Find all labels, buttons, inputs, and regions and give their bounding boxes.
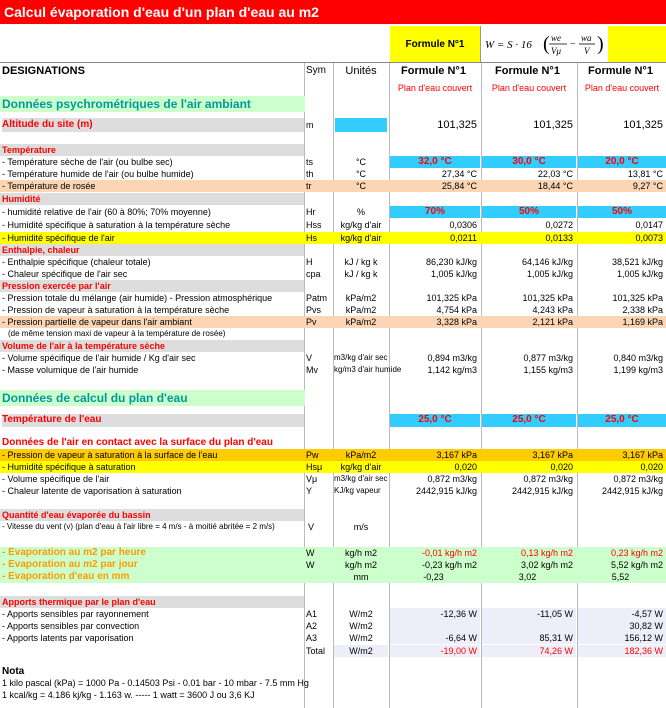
cpa-sym: cpa (306, 269, 321, 279)
qty-title: Quantité d'eau évaporée du bassin (2, 510, 151, 520)
t-humide-v2: 22,03 °C (537, 169, 573, 179)
evap-j-v1: -0,23 kg/h m2 (421, 560, 477, 570)
note-1: 1 kilo pascal (kPa) = 1000 Pa - 0.14503 Psi - 0.01 bar - 10 mbar - 7.5 mm Hg (2, 678, 309, 688)
row-evap-j (0, 559, 666, 571)
hs-unit: kg/kg d'air (340, 233, 382, 243)
row-a1 (0, 608, 666, 620)
hss-unit: kg/kg d'air (340, 220, 382, 230)
a1-unit: W/m2 (349, 609, 373, 619)
a1-sym: A1 (306, 609, 318, 619)
row-pvs (0, 304, 666, 316)
row-pv (0, 316, 666, 328)
y-v3: 2442,915 kJ/kg (601, 486, 663, 496)
a1-label: - Apports sensibles par rayonnement (2, 609, 149, 619)
y-label: - Chaleur latente de vaporisation à saturation (2, 486, 182, 496)
mv-sym: Mv (306, 365, 318, 375)
a2-v3: 30,82 W (578, 620, 666, 632)
apports-title: Apports thermique par le plan d'eau (2, 597, 156, 607)
press-title: Pression exercée par l'air (2, 281, 111, 291)
a2-v1 (390, 620, 480, 632)
pv-v2: 2,121 kPa (532, 317, 573, 327)
row-vmu (0, 473, 666, 485)
pv-unit: kPa/m2 (345, 317, 377, 327)
h-v1: 86,230 kJ/kg (425, 257, 477, 267)
evap-j-unit: kg/h m2 (344, 560, 377, 570)
row-evap-h (0, 547, 666, 559)
contact-title: Données de l'air en contact avec la surface du plan d'eau (2, 437, 273, 448)
svg-text:−: − (570, 39, 576, 50)
contact-title-row (0, 437, 304, 449)
header-row (0, 64, 666, 78)
a2-unit: W/m2 (349, 621, 373, 631)
t-seche-unit: °C (355, 157, 367, 167)
svg-text:(: ( (543, 33, 550, 55)
total-v3: 182,36 W (578, 645, 666, 657)
evap-h-label: - Evaporation au m2 par heure (2, 547, 146, 558)
pw-sym: Pw (306, 450, 319, 460)
total-v1: -19,00 W (390, 645, 480, 657)
pw-unit: kPa/m2 (345, 450, 377, 460)
row-mv (0, 364, 666, 376)
hsmu-unit: kg/kg d'air (340, 462, 382, 472)
pvs-v1: 4,754 kPa (436, 305, 477, 315)
nota-title: Nota (2, 666, 25, 677)
header-designations: DESIGNATIONS (2, 65, 85, 77)
header-f1: Formule N°1 (401, 65, 466, 77)
h-unit: kJ / kg k (344, 257, 378, 267)
plan-label-3: Plan d'eau couvert (584, 83, 660, 93)
hss-sym: Hss (306, 220, 322, 230)
pv-v3: 1,169 kPa (622, 317, 663, 327)
header-f3: Formule N°1 (588, 65, 653, 77)
t-rosee-v1: 25,84 °C (441, 181, 477, 191)
plan-label-2: Plan d'eau couvert (491, 83, 567, 93)
row-t-humide (0, 168, 666, 180)
patm-v1: 101,325 kPa (426, 293, 477, 303)
cpa-v1: 1,005 kJ/kg (430, 269, 477, 279)
apports-title-row (0, 596, 304, 608)
t-seche-v1[interactable]: 32,0 °C (390, 156, 480, 168)
header-unites: Unités (345, 65, 377, 77)
pvs-label: - Pression de vapeur à saturation à la température sèche (2, 305, 230, 315)
plan-row (0, 82, 666, 94)
row-total (0, 645, 666, 657)
hr-v3[interactable]: 50% (578, 206, 666, 218)
hr-sym: Hr (306, 207, 316, 217)
row-teau (0, 414, 666, 427)
t-rosee-sym: tr (306, 181, 312, 191)
svg-text:wa: wa (581, 33, 592, 43)
svg-text:we: we (551, 33, 561, 43)
a3-label: - Apports latents par vaporisation (2, 633, 134, 643)
t-humide-v3: 13,81 °C (627, 169, 663, 179)
v-v2: 0,877 m3/kg (523, 353, 573, 363)
a3-unit: W/m2 (349, 633, 373, 643)
vmu-v1: 0,872 m3/kg (427, 474, 477, 484)
temp-title: Température (2, 145, 56, 155)
hum-title-row (0, 193, 304, 205)
h-label: - Enthalpie spécifique (chaleur totale) (2, 257, 151, 267)
h-v2: 64,146 kJ/kg (521, 257, 573, 267)
t-seche-v2[interactable]: 30,0 °C (482, 156, 576, 168)
y-v1: 2442,915 kJ/kg (415, 486, 477, 496)
vol-title: Volume de l'air à la température sèche (2, 341, 166, 351)
evap-mm-v2: 3,02 (518, 572, 537, 582)
row-v (0, 352, 666, 364)
row-y (0, 485, 666, 497)
evap-mm-unit: mm (353, 572, 369, 582)
t-seche-sym: ts (306, 157, 314, 167)
hsmu-sym: Hsμ (306, 462, 323, 472)
evap-h-unit: kg/h m2 (344, 548, 377, 558)
row-pw (0, 449, 666, 461)
note-2: 1 kcal/kg = 4.186 kj/kg - 1.163 w. ----- 1 watt = 3600 J ou 3,6 KJ (2, 690, 255, 700)
cpa-v3: 1,005 kJ/kg (616, 269, 663, 279)
pw-v3: 3,167 kPa (622, 450, 663, 460)
hss-v2: 0,0272 (545, 220, 573, 230)
vent-unit: m/s (353, 522, 369, 532)
hsmu-label: - Humidité spécifique à saturation (2, 462, 136, 472)
mv-label: - Masse volumique de l'air humide (2, 365, 139, 375)
teau-v1[interactable]: 25,0 °C (390, 414, 480, 427)
temp-title-row (0, 144, 304, 156)
row-vent (0, 521, 666, 533)
hs-v3: 0,0073 (635, 233, 663, 243)
enth-title-row (0, 244, 304, 256)
vmu-v3: 0,872 m3/kg (613, 474, 663, 484)
hr-unit: % (356, 207, 365, 217)
pvs-v3: 2,338 kPa (622, 305, 663, 315)
a1-v3: -4,57 W (578, 608, 666, 620)
t-rosee-unit: °C (355, 181, 367, 191)
mv-v1: 1,142 kg/m3 (427, 365, 477, 375)
evap-mm-label: - Evaporation d'eau en mm (2, 571, 130, 582)
y-v2: 2442,915 kJ/kg (511, 486, 573, 496)
formula-yellow-cell[interactable] (608, 26, 666, 62)
evap-j-label: - Evaporation au m2 par jour (2, 559, 138, 570)
formula-label: Formule N°1 (405, 38, 465, 50)
hs-sym: Hs (306, 233, 317, 243)
vmu-v2: 0,872 m3/kg (523, 474, 573, 484)
section-plan: Données de calcul du plan d'eau (0, 390, 305, 406)
header-sym: Sym (306, 65, 326, 76)
patm-sym: Patm (306, 293, 328, 303)
evap-j-v3: 5,52 kg/h m2 (610, 560, 663, 570)
total-sym: Total (306, 646, 326, 656)
section-psychro: Données psychrométriques de l'air ambiant (0, 96, 305, 112)
row-a3 (0, 632, 666, 644)
row-pv-note (0, 328, 666, 340)
evap-mm-v1: -0,23 (423, 572, 444, 582)
svg-text:): ) (597, 33, 604, 55)
hr-v2[interactable]: 50% (482, 206, 576, 218)
row-hsmu (0, 461, 666, 473)
hum-title: Humidité (2, 194, 41, 204)
formula-label-cell[interactable] (390, 26, 480, 62)
pw-v2: 3,167 kPa (532, 450, 573, 460)
pv-label: - Pression partielle de vapeur dans l'air ambiant (2, 317, 192, 327)
y-unit: KJ/kg vapeur (334, 486, 381, 495)
header-f2: Formule N°1 (495, 65, 560, 77)
evap-h-sym: W (306, 548, 315, 558)
h-sym: H (306, 257, 313, 267)
patm-v2: 101,325 kPa (522, 293, 573, 303)
patm-v3: 101,325 kPa (612, 293, 663, 303)
t-rosee-label: - Température de rosée (2, 181, 96, 191)
hs-v2: 0,0133 (545, 233, 573, 243)
evap-h-v3: 0,23 kg/h m2 (610, 548, 663, 558)
a2-v2 (482, 620, 576, 632)
a2-label: - Apports sensibles par convection (2, 621, 140, 631)
evap-mm-v3: 5,52 (611, 572, 630, 582)
cpa-label: - Chaleur spécifique de l'air sec (2, 269, 128, 279)
pvs-v2: 4,243 kPa (532, 305, 573, 315)
hs-label: - Humidité spécifique de l'air (2, 233, 115, 243)
altitude-sym: m (306, 120, 314, 130)
vmu-label: - Volume spécifique de l'air (2, 474, 110, 484)
total-unit: W/m2 (334, 645, 388, 657)
patm-unit: kPa/m2 (345, 293, 377, 303)
qty-title-row (0, 509, 304, 521)
title-bar (0, 0, 666, 24)
t-seche-v3[interactable]: 20,0 °C (578, 156, 666, 168)
pv-v1: 3,328 kPa (436, 317, 477, 327)
row-hr (0, 206, 666, 218)
t-rosee-v2: 18,44 °C (537, 181, 573, 191)
hr-v1[interactable]: 70% (390, 206, 480, 218)
t-humide-sym: th (306, 169, 314, 179)
t-rosee-v3: 9,27 °C (632, 181, 663, 191)
y-sym: Y (306, 486, 313, 496)
svg-text:W = S · 16: W = S · 16 (485, 39, 532, 51)
hr-label: - humidité relative de l'air (60 à 80%; 70% moyenne) (2, 207, 211, 217)
row-evap-mm (0, 571, 666, 583)
hss-label: - Humidité spécifique à saturation à la température sèche (2, 220, 231, 230)
v-label: - Volume spécifique de l'air humide / Kg d'air sec (2, 353, 196, 363)
a3-sym: A3 (306, 633, 318, 643)
hsmu-v3: 0,020 (640, 462, 663, 472)
a1-v1: -12,36 W (390, 608, 480, 620)
v-sym: V (306, 353, 313, 363)
enth-title: Enthalpie, chaleur (2, 245, 80, 255)
altitude-label: Altitude du site (m) (2, 118, 304, 132)
row-hs (0, 232, 666, 244)
sheet-title: Calcul évaporation d'eau d'un plan d'eau au m2 (4, 4, 319, 20)
evap-h-v2: 0,13 kg/h m2 (520, 548, 573, 558)
pv-note: (de même tension maxi de vapeur à la température de rosée) (8, 329, 226, 338)
pw-v1: 3,167 kPa (436, 450, 477, 460)
t-humide-v1: 27,34 °C (441, 169, 477, 179)
hsmu-v2: 0,020 (550, 462, 573, 472)
hsmu-v1: 0,020 (454, 462, 477, 472)
evap-j-sym: W (306, 560, 315, 570)
v-v1: 0,894 m3/kg (427, 353, 477, 363)
altitude-v1: 101,325 (437, 119, 477, 131)
row-altitude (0, 118, 666, 132)
mv-v2: 1,155 kg/m3 (523, 365, 573, 375)
a3-v2: 85,31 W (482, 632, 576, 644)
svg-text:V: V (584, 46, 590, 56)
teau-v2[interactable]: 25,0 °C (482, 414, 576, 427)
vent-sym: V (308, 522, 315, 532)
a1-v2: -11,05 W (482, 608, 576, 620)
row-h (0, 256, 666, 268)
press-title-row (0, 280, 304, 292)
pvs-unit: kPa/m2 (345, 305, 377, 315)
t-seche-label: - Température sèche de l'air (ou bulbe sec) (2, 157, 173, 167)
t-humide-unit: °C (355, 169, 367, 179)
mv-unit: kg/m3 d'air humide (334, 365, 402, 374)
evap-j-v2: 3,02 kg/h m2 (520, 560, 573, 570)
vmu-unit: m3/kg d'air sec (334, 474, 388, 483)
teau-v3[interactable]: 25,0 °C (578, 414, 666, 427)
row-a2 (0, 620, 666, 632)
formula-image (480, 26, 609, 62)
a3-v1: -6,64 W (390, 632, 480, 644)
svg-text:Vμ: Vμ (551, 46, 562, 56)
row-cpa (0, 268, 666, 280)
row-patm (0, 292, 666, 304)
cpa-v2: 1,005 kJ/kg (526, 269, 573, 279)
v-unit: m3/kg d'air sec (334, 353, 388, 362)
mv-v3: 1,199 kg/m3 (613, 365, 663, 375)
hss-v3: 0,0147 (635, 220, 663, 230)
evap-h-v1: -0,01 kg/h m2 (421, 548, 477, 558)
row-hss (0, 219, 666, 231)
teau-label: Température de l'eau (2, 414, 304, 427)
altitude-v2: 101,325 (533, 119, 573, 131)
patm-label: - Pression totale du mélange (air humide) - Pression atmosphérique (2, 293, 273, 303)
hss-v1: 0,0306 (449, 220, 477, 230)
row-t-rosee (0, 180, 666, 192)
a3-v3: 156,12 W (578, 632, 666, 644)
plan-label-1: Plan d'eau couvert (397, 83, 473, 93)
pw-label: - Pression de vapeur à saturation à la surface de l'eau (2, 450, 218, 460)
v-v3: 0,840 m3/kg (613, 353, 663, 363)
vmu-sym: Vμ (306, 474, 318, 484)
hs-v1: 0,0211 (450, 233, 477, 243)
a2-sym: A2 (306, 621, 318, 631)
row-t-seche (0, 156, 666, 168)
pvs-sym: Pvs (306, 305, 322, 315)
altitude-input[interactable] (335, 118, 387, 132)
h-v3: 38,521 kJ/kg (611, 257, 663, 267)
vent-label: - Vitesse du vent (v) (plan d'eau à l'air libre = 4 m/s - à moitié abritée = 2 m/s) (2, 522, 275, 531)
altitude-v3: 101,325 (623, 119, 663, 131)
pv-sym: Pv (306, 317, 317, 327)
t-humide-label: - Température humide de l'air (ou bulbe humide) (2, 169, 194, 179)
cpa-unit: kJ / kg k (344, 269, 378, 279)
total-v2: 74,26 W (482, 645, 576, 657)
vol-title-row (0, 340, 304, 352)
